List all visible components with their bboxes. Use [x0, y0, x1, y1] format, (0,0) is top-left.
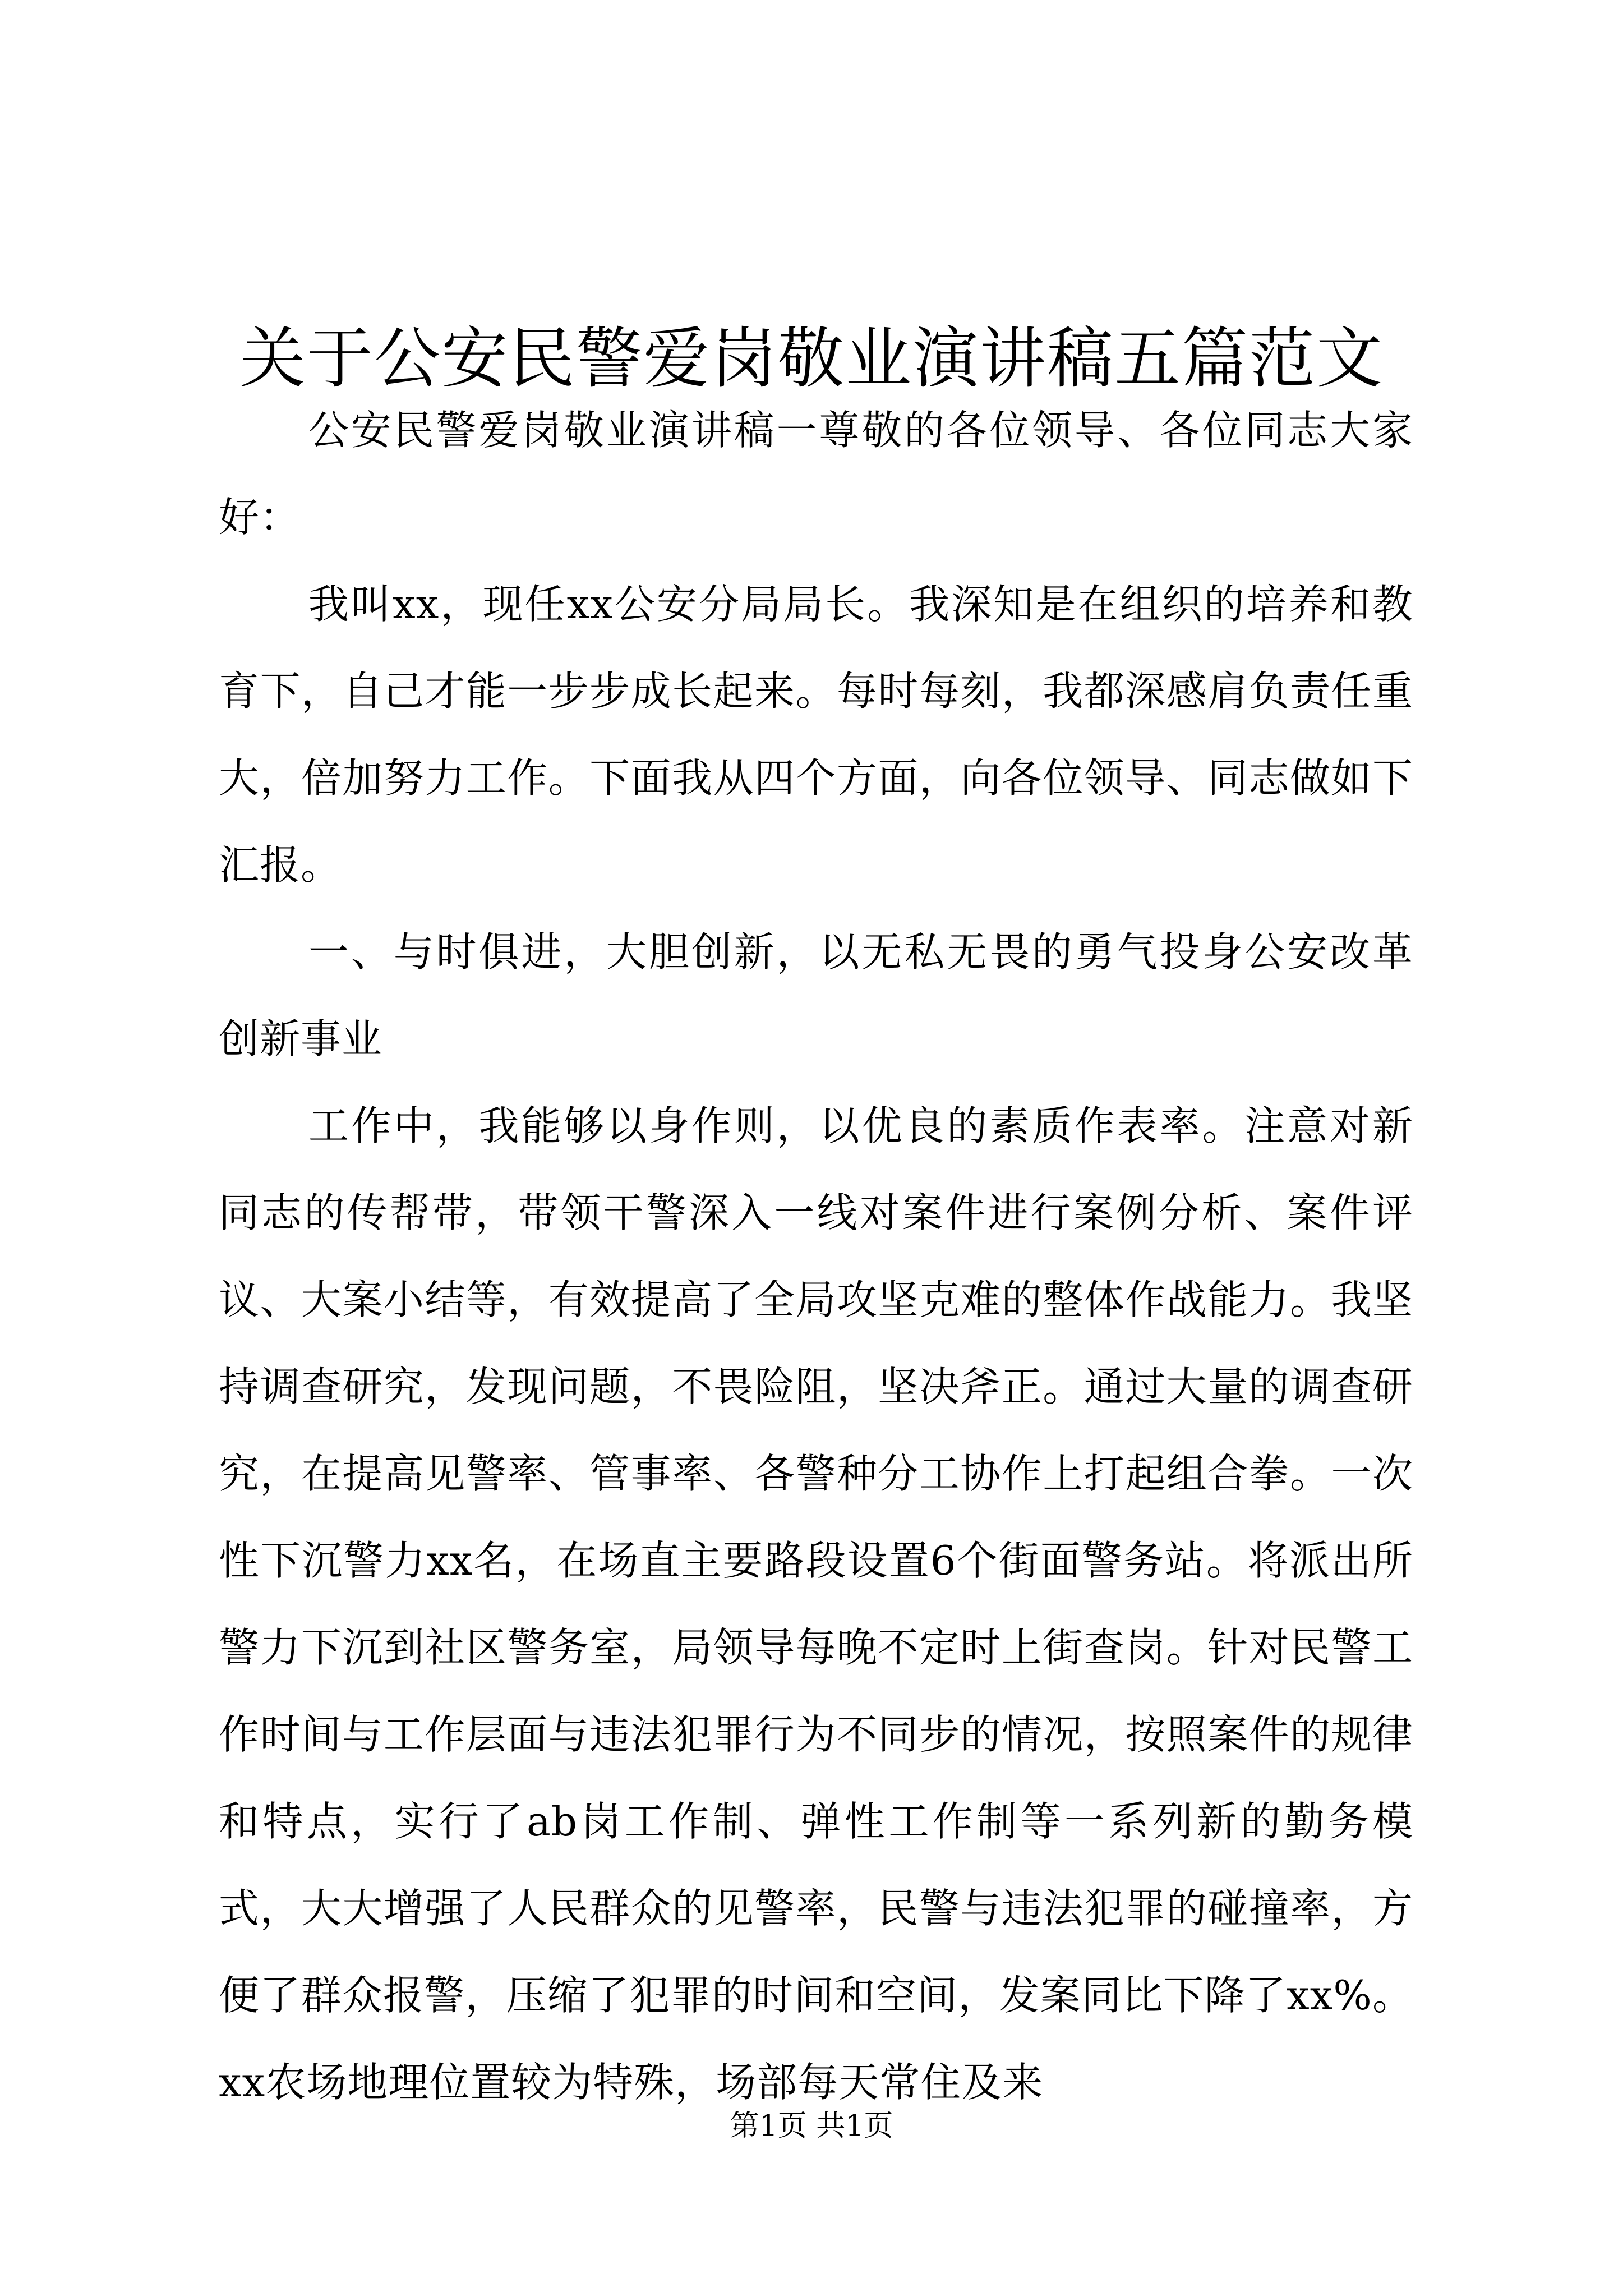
paragraph-introduction: 我叫xx，现任xx公安分局局长。我深知是在组织的培养和教育下，自己才能一步步成长起来。每时每刻，我都深感肩负责任重大，倍加努力工作。下面我从四个方面，向各位领导、同志做如下汇报。 [219, 581, 1413, 889]
document-body [219, 387, 1413, 2126]
paragraph-section-1-body: 工作中，我能够以身作则，以优良的素质作表率。注意对新同志的传帮带，带领干警深入一线对案件进行案例分析、案件评议、大案小结等，有效提高了全局攻坚克难的整体作战能力。我坚持调查研究，发现问题，不畏险阻，坚决斧正。通过大量的调查研究，在提高见警率、管事率、各警种分工协作上打起组合拳。一次性下沉警力xx名，在场直主要路段设置6个街面警务站。将派出所警力下沉到社区警务室，局领导每晚不定时上街查岗。针对民警工作时间与工作层面与违法犯罪行为不同步的情况，按照案件的规律和特点，实行了ab岗工作制、弹性工作制等一系列新的勤务模式，大大增强了人民群众的见警率，民警与违法犯罪的碰撞率，方便了群众报警，压缩了犯罪的时间和空间，发案同比下降了xx%。xx农场地理位置较为特殊，场部每天常住及来 [219, 1102, 1413, 2106]
document-title: 关于公安民警爱岗敬业演讲稿五篇范文 [239, 320, 1384, 398]
page-number-footer: 第1页 共1页 [730, 2109, 893, 2143]
section-heading-1: 一、与时俱进，大胆创新，以无私无畏的勇气投身公安改革创新事业 [219, 928, 1413, 1062]
paragraph-greeting: 公安民警爱岗敬业演讲稿一尊敬的各位领导、各位同志大家好： [219, 407, 1413, 541]
